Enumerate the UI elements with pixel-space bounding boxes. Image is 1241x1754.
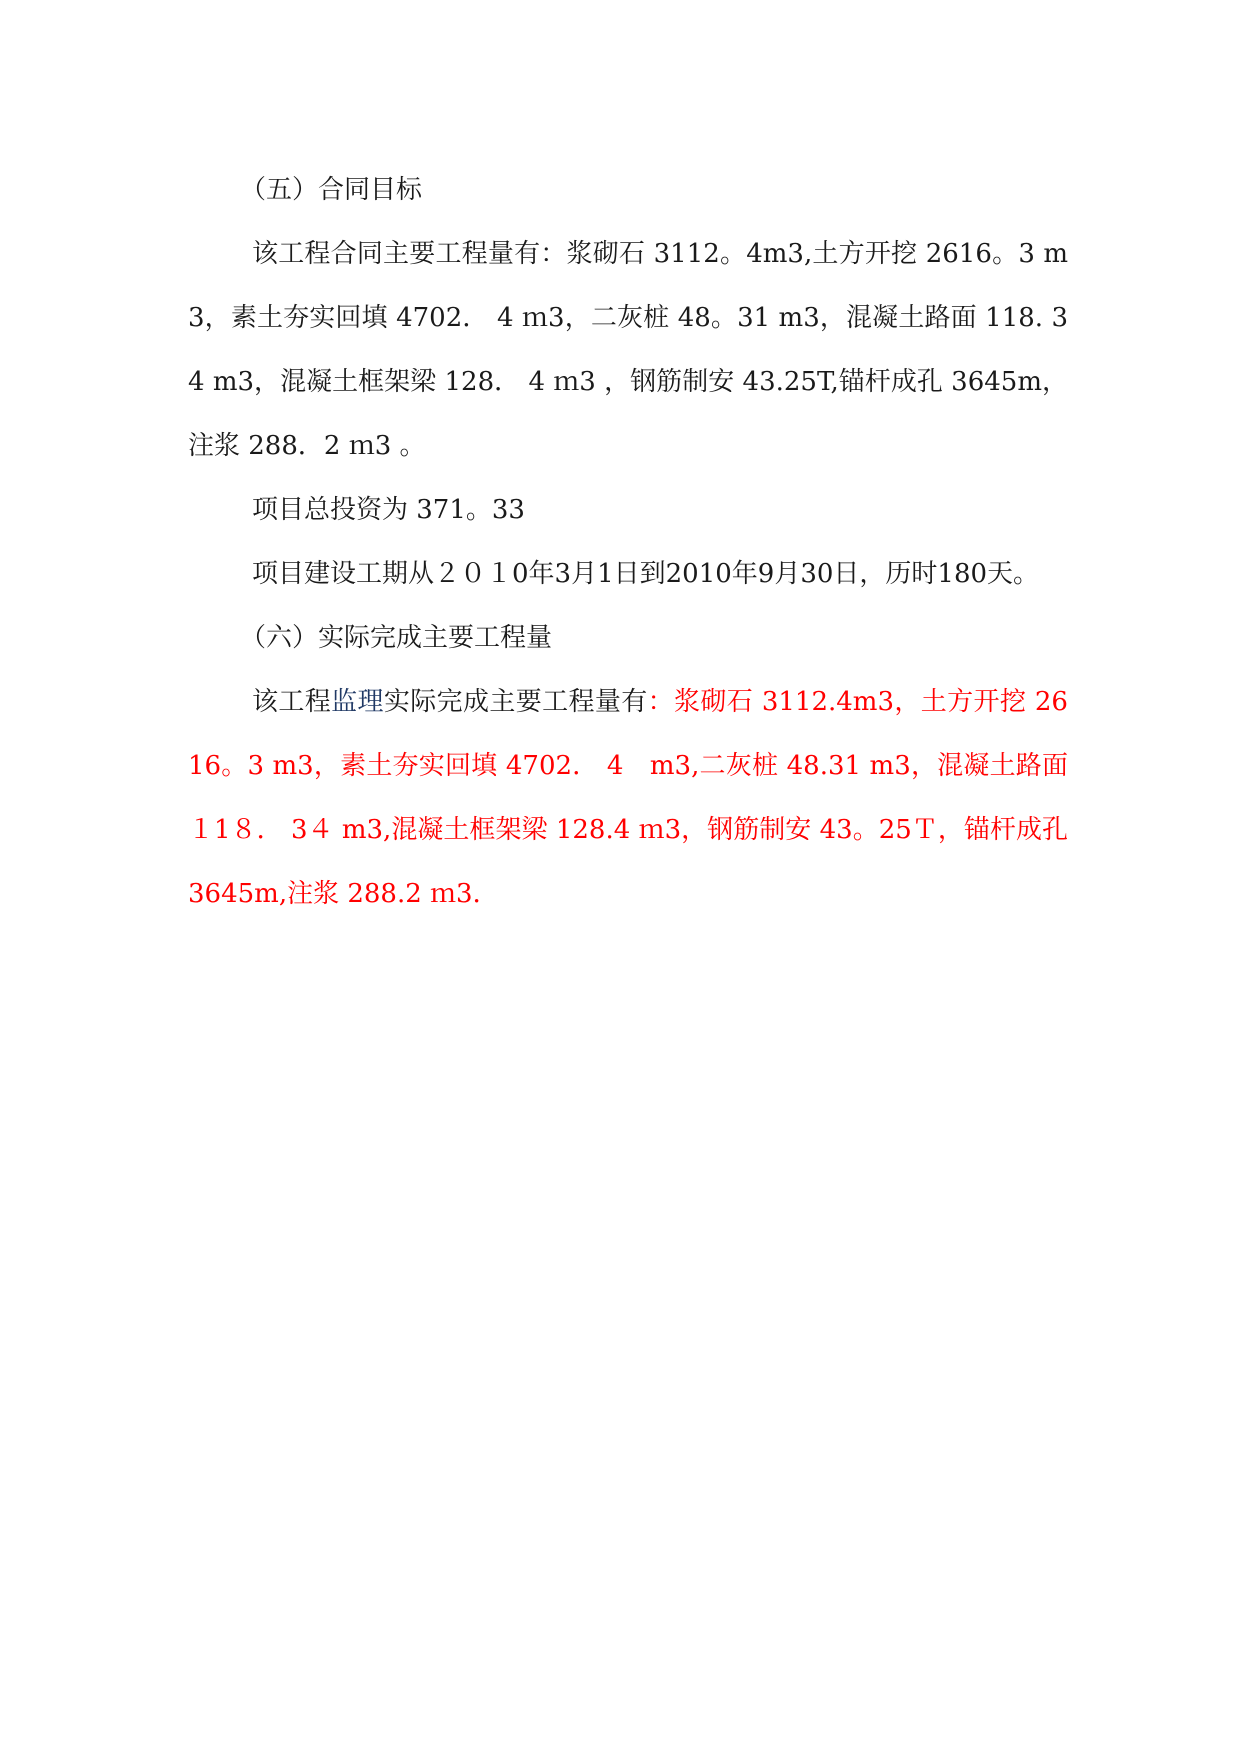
actual-quantities-paragraph — [188, 670, 1068, 926]
total-investment-paragraph: 项目总投资为 371。33 — [252, 495, 525, 525]
document-body — [188, 158, 1068, 926]
section-6-heading: （六）实际完成主要工程量 — [240, 623, 553, 653]
actual-lead-text-2: 实际完成主要工程量有 — [383, 687, 648, 717]
section-5-heading: （五）合同目标 — [240, 175, 423, 205]
actual-lead-text-supervision: 监理 — [331, 687, 384, 717]
contract-quantities-paragraph: 该工程合同主要工程量有：浆砌石 3112。4m3,土方开挖 2616。3 m3，素土夯实回填 4702． 4 ｍ3，二灰桩 48。31 m3，混凝土路面 118. 34 m3，混凝土框架梁 128． 4 ｍ3 ，钢筋制安 43.25T,锚杆成孔 3645m，注浆 288．2 ｍ3 。 — [188, 239, 1068, 461]
actual-lead-text-1: 该工程 — [252, 687, 332, 717]
construction-period-paragraph: 项目建设工期从２０１0年3月1日到2010年9月30日，历时180天。 — [252, 559, 1040, 589]
actual-quantities-highlight: ：浆砌石 3112.4m3，土方开挖 2616。3 m3，素土夯实回填 4702． 4 m3,二灰桩 48.31 m3，混凝土路面１1８． 3４ m3,混凝土框架梁 128.4 ｍ3，钢筋制安 43。25Ｔ，锚杆成孔 3645m,注浆 288.2 ｍ3． — [188, 687, 1068, 909]
